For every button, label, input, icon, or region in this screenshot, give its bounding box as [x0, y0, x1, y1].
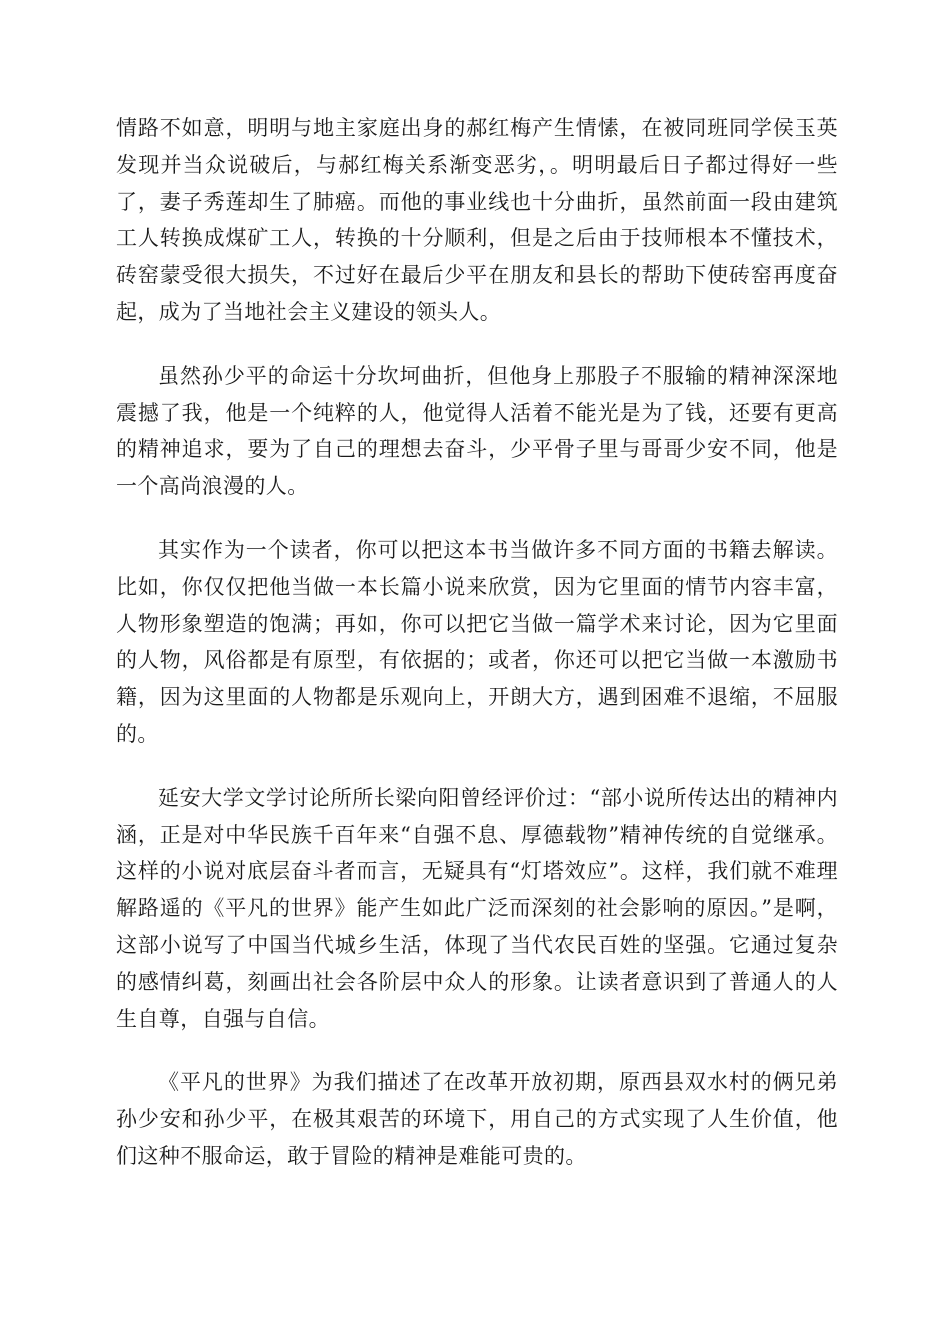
paragraph-1: 情路不如意，明明与地主家庭出身的郝红梅产生情愫，在被同班同学侯玉英发现并当众说破后，与郝红梅关系渐变恶劣，。明明最后日子都过得好一些了，妻子秀莲却生了肺癌。而他的事业线也十分曲折，虽然前面一段由建筑工人转换成煤矿工人，转换的十分顺利，但是之后由于技师根本不懂技术，砖窑蒙受很大损失，不过好在最后少平在朋友和县长的帮助下使砖窑再度奋起，成为了当地社会主义建设的领头人。 [116, 116, 838, 324]
paragraph-5: 《平凡的世界》为我们描述了在改革开放初期，原西县双水村的俩兄弟孙少安和孙少平，在极其艰苦的环境下，用自己的方式实现了人生价值，他们这种不服命运，敢于冒险的精神是难能可贵的。 [116, 1070, 838, 1168]
paragraph-4: 延安大学文学讨论所所长梁向阳曾经评价过：“部小说所传达出的精神内涵，正是对中华民族千百年来“自强不息、厚德载物”精神传统的自觉继承。这样的小说对底层奋斗者而言，无疑具有“灯塔效应”。这样，我们就不难理解路遥的《平凡的世界》能产生如此广泛而深刻的社会影响的原因。”是啊，这部小说写了中国当代城乡生活，体现了当代农民百姓的坚强。它通过复杂的感情纠葛，刻画出社会各阶层中众人的形象。让读者意识到了普通人的人生自尊，自强与自信。 [116, 785, 838, 1031]
document-body [116, 110, 838, 1202]
paragraph-3: 其实作为一个读者，你可以把这本书当做许多不同方面的书籍去解读。比如，你仅仅把他当做一本长篇小说来欣赏，因为它里面的情节内容丰富，人物形象塑造的饱满；再如，你可以把它当做一篇学术来讨论，因为它里面的人物，风俗都是有原型，有依据的；或者，你还可以把它当做一本激励书籍，因为这里面的人物都是乐观向上，开朗大方，遇到困难不退缩，不屈服的。 [116, 537, 838, 746]
paragraph-2: 虽然孙少平的命运十分坎坷曲折，但他身上那股子不服输的精神深深地震撼了我，他是一个纯粹的人，他觉得人活着不能光是为了钱，还要有更高的精神追求，要为了自己的理想去奋斗，少平骨子里与哥哥少安不同，他是一个高尚浪漫的人。 [116, 363, 838, 499]
